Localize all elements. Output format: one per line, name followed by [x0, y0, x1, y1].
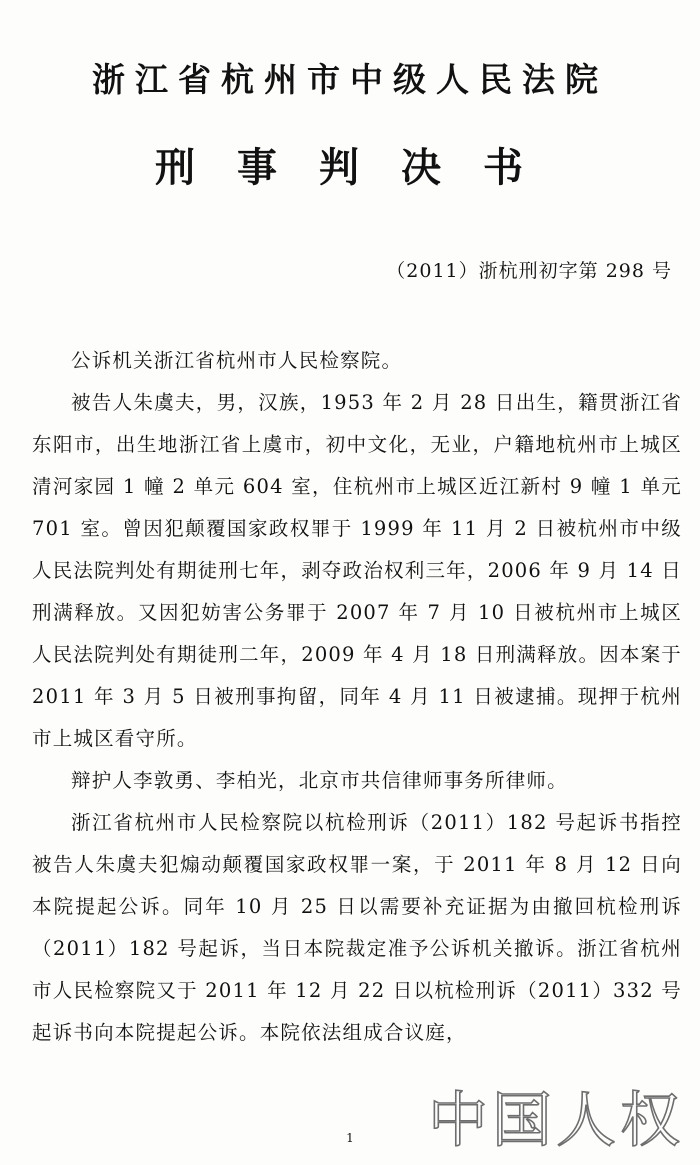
case-number: （2011）浙杭刑初字第 298 号	[386, 260, 672, 282]
watermark-logo: 中国人权	[428, 1086, 684, 1156]
judgment-body	[32, 340, 682, 1054]
page-number: 1	[346, 1131, 354, 1145]
paragraph-defense-counsel: 辩护人李敦勇、李柏光，北京市共信律师事务所律师。	[71, 769, 568, 792]
paragraph-prosecutor: 公诉机关浙江省杭州市人民检察院。	[71, 349, 403, 372]
paragraph-defendant: 被告人朱虞夫，男，汉族，1953 年 2 月 28 日出生，籍贯浙江省东阳市，出生地浙江省上虞市，初中文化，无业，户籍地杭州市上城区清河家园 1 幢 2 单元 604 室，住杭州市上城区近江新村 9 幢 1 单元 701 室。曾因犯颠覆国家政权罪于 1999 年 11 月 2 日被杭州市中级人民法院判处有期徒刑七年，剥夺政治权利三年，2006 年 9 月 14 日刑满释放。又因犯妨害公务罪于 2007 年 7 月 10 日被杭州市上城区人民法院判处有期徒刑二年，2009 年 4 月 18 日刑满释放。因本案于 2011 年 3 月 5 日被刑事拘留，同年 4 月 11 日被逮捕。现押于杭州市上城区看守所。	[32, 391, 682, 750]
paragraph-procedure: 浙江省杭州市人民检察院以杭检刑诉（2011）182 号起诉书指控被告人朱虞夫犯煽动颠覆国家政权罪一案，于 2011 年 8 月 12 日向本院提起公诉。同年 10 月 25 日以需要补充证据为由撤回杭检刑诉（2011）182 号起诉，当日本院裁定准予公诉机关撤诉。浙江省杭州市人民检察院又于 2011 年 12 月 22 日以杭检刑诉（2011）332 号起诉书向本院提起公诉。本院依法组成合议庭，	[32, 811, 682, 1044]
court-name-heading: 浙江省杭州市中级人民法院	[92, 60, 608, 99]
document-type-title: 刑事判决书	[155, 145, 565, 191]
